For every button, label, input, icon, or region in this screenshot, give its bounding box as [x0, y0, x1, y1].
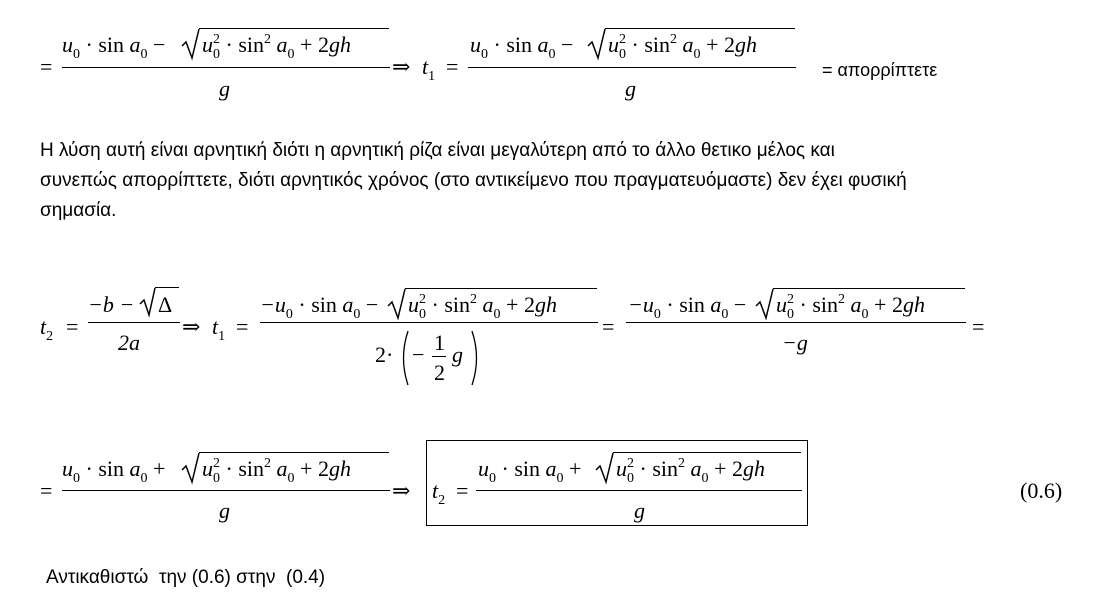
- eq2-frac2-radical-sign: [756, 288, 774, 320]
- eq2-equals: =: [66, 314, 79, 339]
- eq3-radical-bar: [199, 452, 389, 453]
- eq2-t1-label: $t_1$: [212, 314, 226, 344]
- eq3b-radicand: $u^2_0 \cdot \sin^2 a_0 + 2gh$: [616, 456, 765, 486]
- paragraph-line-2: συνεπώς απορρίπτετε, διότι αρνητικός χρόνος (στο αντικείμενο που πραγματευόμαστε) δεν έχει φυσική: [40, 170, 907, 191]
- eq1b-radical-bar: [605, 28, 795, 29]
- eq1-frac-a-bar: [62, 67, 390, 68]
- eq2-delta: Δ: [158, 292, 173, 317]
- closing-line: Αντικαθιστώ την (0.6) στην (0.4): [46, 567, 326, 588]
- eq3-frac-a-bar: [62, 490, 390, 491]
- eq2-den-half-den: 2: [434, 360, 445, 385]
- eq2-frac2-radicand: $u^2_0 \cdot \sin^2 a_0 + 2gh$: [776, 292, 925, 322]
- equation-number-label: (0.6): [1020, 478, 1063, 503]
- eq3-frac-a-denominator: g: [219, 498, 230, 523]
- eq2-frac2-bar: [626, 322, 966, 323]
- eq2-t1-equals: =: [236, 314, 249, 339]
- eq2-den-half-num: 1: [434, 330, 445, 355]
- eq2-frac1-radical-sign: [388, 288, 406, 320]
- eq2-frac1-bar: [260, 322, 598, 323]
- eq2-frac1-numerator: $-u_0 \cdot \sin a_0$ −: [260, 292, 379, 322]
- eq3-frac-a-numerator: $u_0 \cdot \sin a_0$ +: [62, 456, 166, 486]
- eq2-quad-radical-bar: [155, 287, 179, 288]
- eq3-implies: ⇒: [392, 478, 411, 503]
- eq2-frac1-radical-bar: [405, 288, 597, 289]
- eq1-frac-a-denominator: g: [219, 76, 230, 101]
- eq2-left-paren: [398, 330, 410, 386]
- explanation-paragraph: [40, 136, 907, 226]
- eq1b-radicand: $u^2_0 \cdot \sin^2 a_0 + 2gh$: [608, 32, 757, 62]
- eq1-implies: ⇒: [392, 54, 411, 79]
- eq3b-radical-sign: [596, 452, 614, 484]
- eq2-quad-numerator: −b −: [88, 292, 135, 317]
- eq1-lead-equals: =: [40, 54, 53, 79]
- eq2-frac2-numerator: $-u_0 \cdot \sin a_0$ −: [628, 292, 747, 322]
- eq1b-radical-sign: [588, 28, 606, 60]
- eq2-frac1-den-two: 2·: [375, 342, 394, 367]
- eq1-frac-b-numerator: $u_0 \cdot \sin a_0$ −: [470, 32, 574, 62]
- paragraph-line-1: Η λύση αυτή είναι αρνητική διότι η αρνητική ρίζα είναι μεγαλύτερη από το άλλο θετικο μέλος και: [40, 140, 835, 161]
- eq2-trailing-equals: =: [972, 314, 985, 339]
- eq2-frac2-denominator: −g: [782, 330, 808, 355]
- eq2-implies: ⇒: [182, 314, 201, 339]
- eq3-frac-b-denominator: g: [634, 498, 645, 523]
- eq2-quad-bar: [88, 322, 180, 323]
- eq2-quad-denominator: 2a: [118, 330, 140, 355]
- eq2-den-half-bar: [432, 356, 446, 357]
- eq1-radical-bar: [199, 28, 389, 29]
- eq3-radical-sign: [182, 452, 200, 484]
- eq1-frac-b-denominator: g: [625, 76, 636, 101]
- paragraph-line-3: σημασία.: [40, 200, 117, 221]
- eq1-t1-equals: =: [446, 54, 459, 79]
- eq1-radicand: $u^2_0 \cdot \sin^2 a_0 + 2gh$: [202, 32, 351, 62]
- eq1-frac-a-numerator: $u_0 \cdot \sin a_0$ −: [62, 32, 166, 62]
- eq1-frac-b-bar: [468, 67, 796, 68]
- eq1-result: = απορρίπτετε: [822, 60, 938, 80]
- eq3-lead-equals: =: [40, 478, 53, 503]
- eq1-t1-label: $t_1$: [422, 54, 436, 84]
- eq3-frac-b-numerator: $u_0 \cdot \sin a_0$ +: [478, 456, 582, 486]
- eq2-right-paren: [470, 330, 482, 386]
- eq1-radical-sign: [182, 28, 200, 60]
- eq2-t2-label: $t_2$: [40, 314, 54, 344]
- eq2-den-g: g: [452, 342, 463, 367]
- eq3-radicand: $u^2_0 \cdot \sin^2 a_0 + 2gh$: [202, 456, 351, 486]
- eq2-den-minus: −: [412, 342, 425, 367]
- eq3-t2-label: $t_2$: [432, 478, 446, 508]
- eq2-quad-radical-sign: [140, 287, 156, 317]
- eq2-frac1-radicand: $u^2_0 \cdot \sin^2 a_0 + 2gh$: [408, 292, 557, 322]
- eq2-frac2-radical-bar: [773, 288, 965, 289]
- eq3-t2-equals: =: [456, 478, 469, 503]
- eq3-frac-b-bar: [476, 490, 802, 491]
- eq3b-radical-bar: [613, 452, 801, 453]
- eq2-mid-equals: =: [602, 314, 615, 339]
